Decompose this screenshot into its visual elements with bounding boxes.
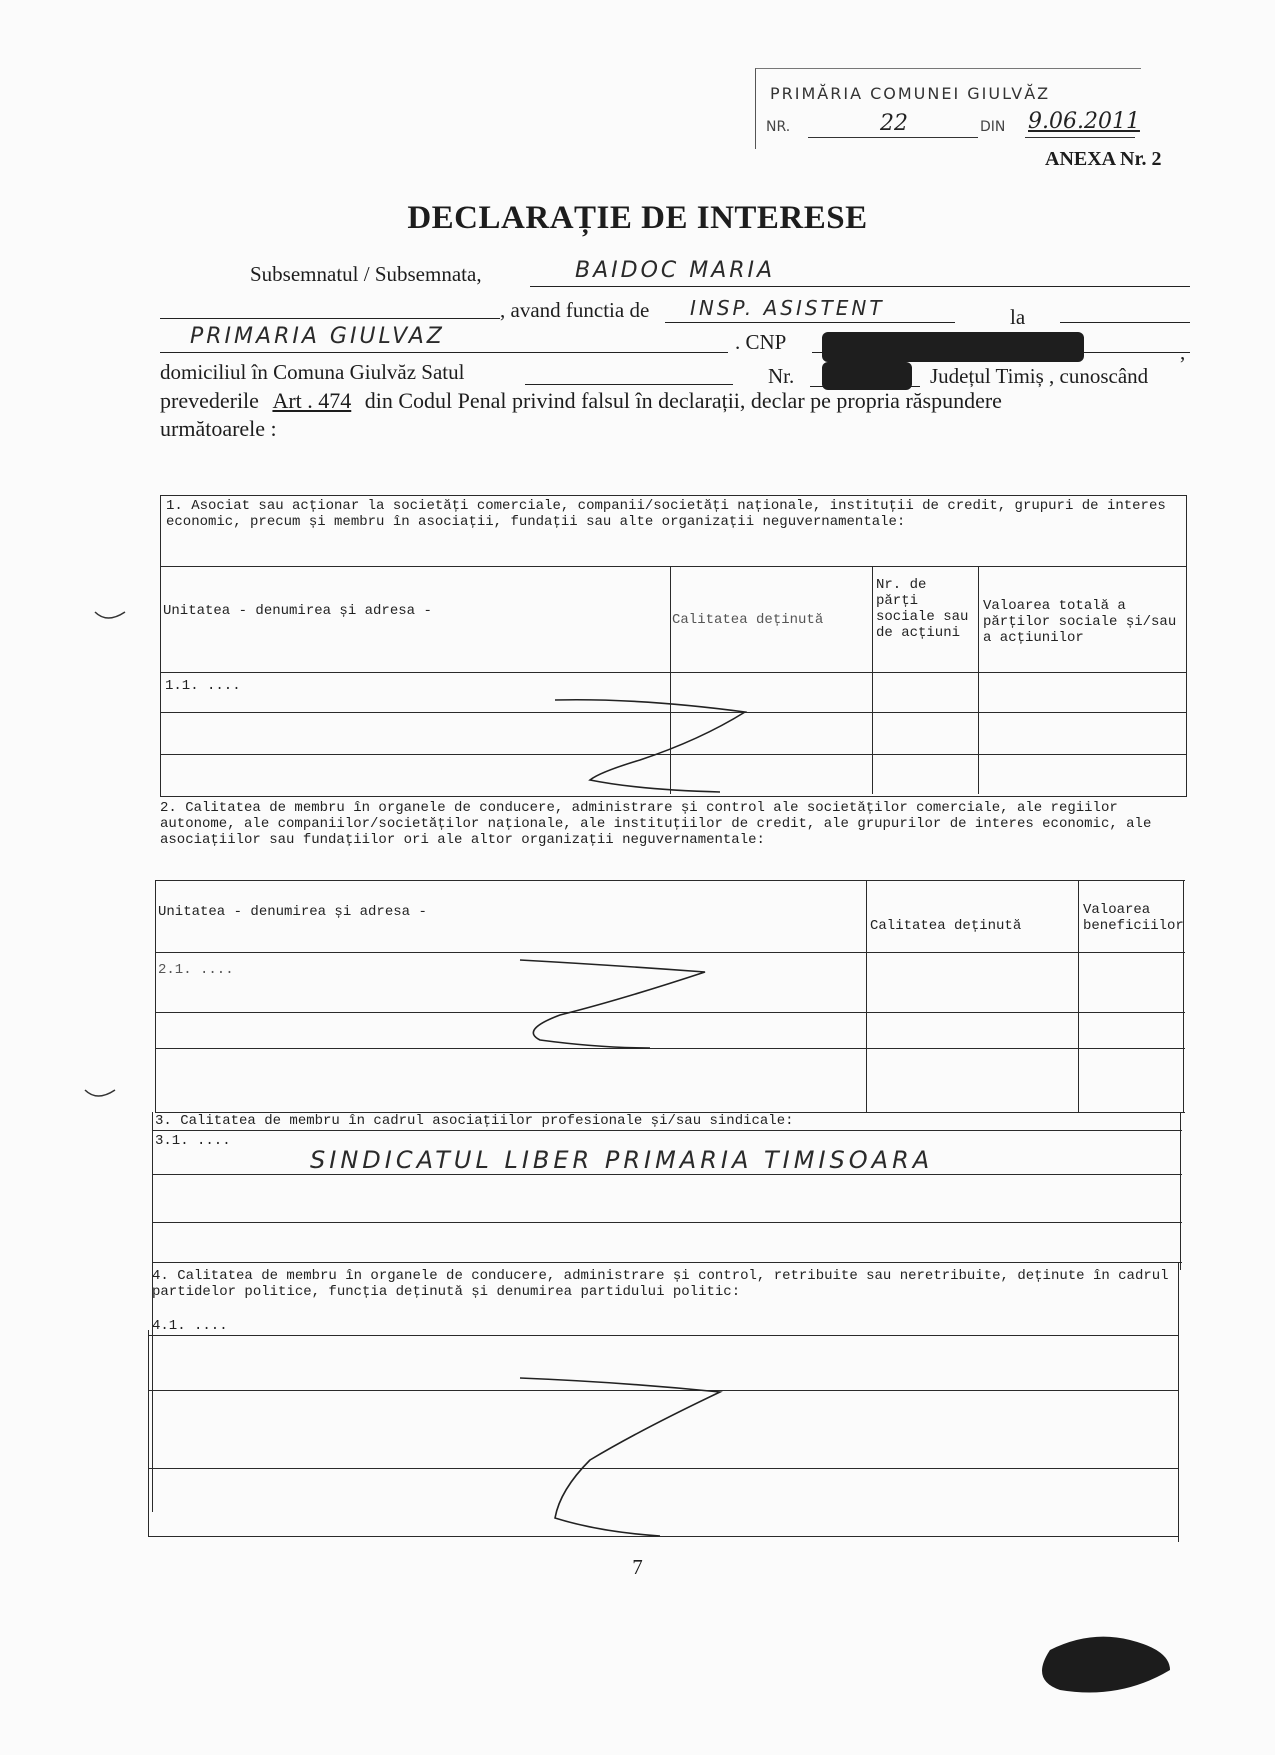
stamp-din-label: DIN	[980, 119, 1006, 135]
article-reference: Art . 474	[272, 388, 352, 413]
functia-label: , avand functia de	[500, 298, 650, 322]
section1-col-calitatea: Calitatea deținută	[672, 612, 824, 628]
stamp-title: PRIMĂRIA COMUNEI GIULVĂZ	[770, 84, 1051, 103]
domiciliu-label: domiciliul în Comuna Giulvăz Satul	[160, 360, 465, 384]
institutie-handwritten: PRIMARIA GIULVAZ	[190, 324, 445, 349]
section1-row-label: 1.1. ....	[165, 678, 241, 694]
cnp-label: . CNP	[735, 330, 787, 354]
section2-row-label: 2.1. ....	[158, 962, 234, 978]
section1-strike-mark	[555, 700, 745, 792]
annex-label: ANEXA Nr. 2	[1045, 148, 1162, 170]
section2-col-calitatea: Calitatea deținută	[870, 918, 1022, 934]
functia-handwritten: INSP. ASISTENT	[690, 296, 885, 320]
section4-heading: 4. Calitatea de membru în organele de conducere, administrare și control, retribuite sau neretribuite, deținute în cadrul partidelor politice, funcția deținută și denumirea partidului politic:	[152, 1268, 1169, 1300]
section1-col-nr-parti: Nr. de părți sociale sau de acțiuni	[876, 577, 969, 641]
section3-row-label: 3.1. ....	[155, 1133, 231, 1149]
stamp-date-value: 9.06.2011	[1028, 109, 1140, 134]
la-label: la	[1010, 305, 1026, 329]
section4-row-label: 4.1. ....	[152, 1318, 228, 1334]
nr-label: Nr.	[768, 364, 795, 388]
margin-tick-2	[85, 1090, 115, 1096]
section1-heading: 1. Asociat sau acționar la societăți comerciale, companii/societăți naționale, instituții de credit, grupuri de interes economic, precum și membru în asociații, fundații sau alte organizații neguvernamentale:	[166, 498, 1166, 530]
section3-handwritten-value: SINDICATUL LIBER PRIMARIA TIMISOARA	[310, 1146, 934, 1174]
signature-redaction	[1042, 1637, 1170, 1693]
section2-strike-mark	[520, 960, 705, 1048]
margin-tick-1	[95, 612, 125, 618]
name-handwritten: BAIDOC MARIA	[575, 258, 776, 283]
section3-heading: 3. Calitatea de membru în cadrul asociațiilor profesionale și/sau sindicale:	[155, 1113, 794, 1129]
section2-col-unitatea: Unitatea - denumirea și adresa -	[158, 904, 427, 920]
section4-strike-mark	[520, 1378, 720, 1536]
subsemnatul-label: Subsemnatul / Subsemnata,	[250, 262, 482, 286]
stamp-nr-label: NR.	[766, 119, 791, 135]
section2-col-valoarea: Valoarea beneficiilor	[1083, 902, 1184, 934]
stamp-nr-value: 22	[880, 111, 908, 136]
prevederi-left: prevederile	[160, 388, 259, 413]
prevederi-right: din Codul Penal privind falsul în declarații, declar pe propria răspundere	[364, 388, 1002, 413]
cnp-line-comma: ,	[1180, 340, 1186, 364]
section1-col-unitatea: Unitatea - denumirea și adresa -	[163, 603, 432, 619]
document-title: DECLARAȚIE DE INTERESE	[407, 200, 868, 236]
judet-label: Județul Timiș , cunoscând	[930, 364, 1149, 388]
section1-col-valoarea: Valoarea totală a părților sociale și/sau a acțiunilor	[983, 598, 1177, 646]
urmatoarele-label: următoarele :	[160, 416, 277, 441]
section2-heading: 2. Calitatea de membru în organele de conducere, administrare și control ale societăților comerciale, ale regiilor autonome, ale companiilor/societăților naționale, ale instituțiilor de credit, ale grupurilor de interes economic, ale asociațiilor sau fundațiilor ori ale altor organizații neguvernamentale:	[160, 800, 1152, 848]
page-number: 7	[632, 1555, 643, 1579]
